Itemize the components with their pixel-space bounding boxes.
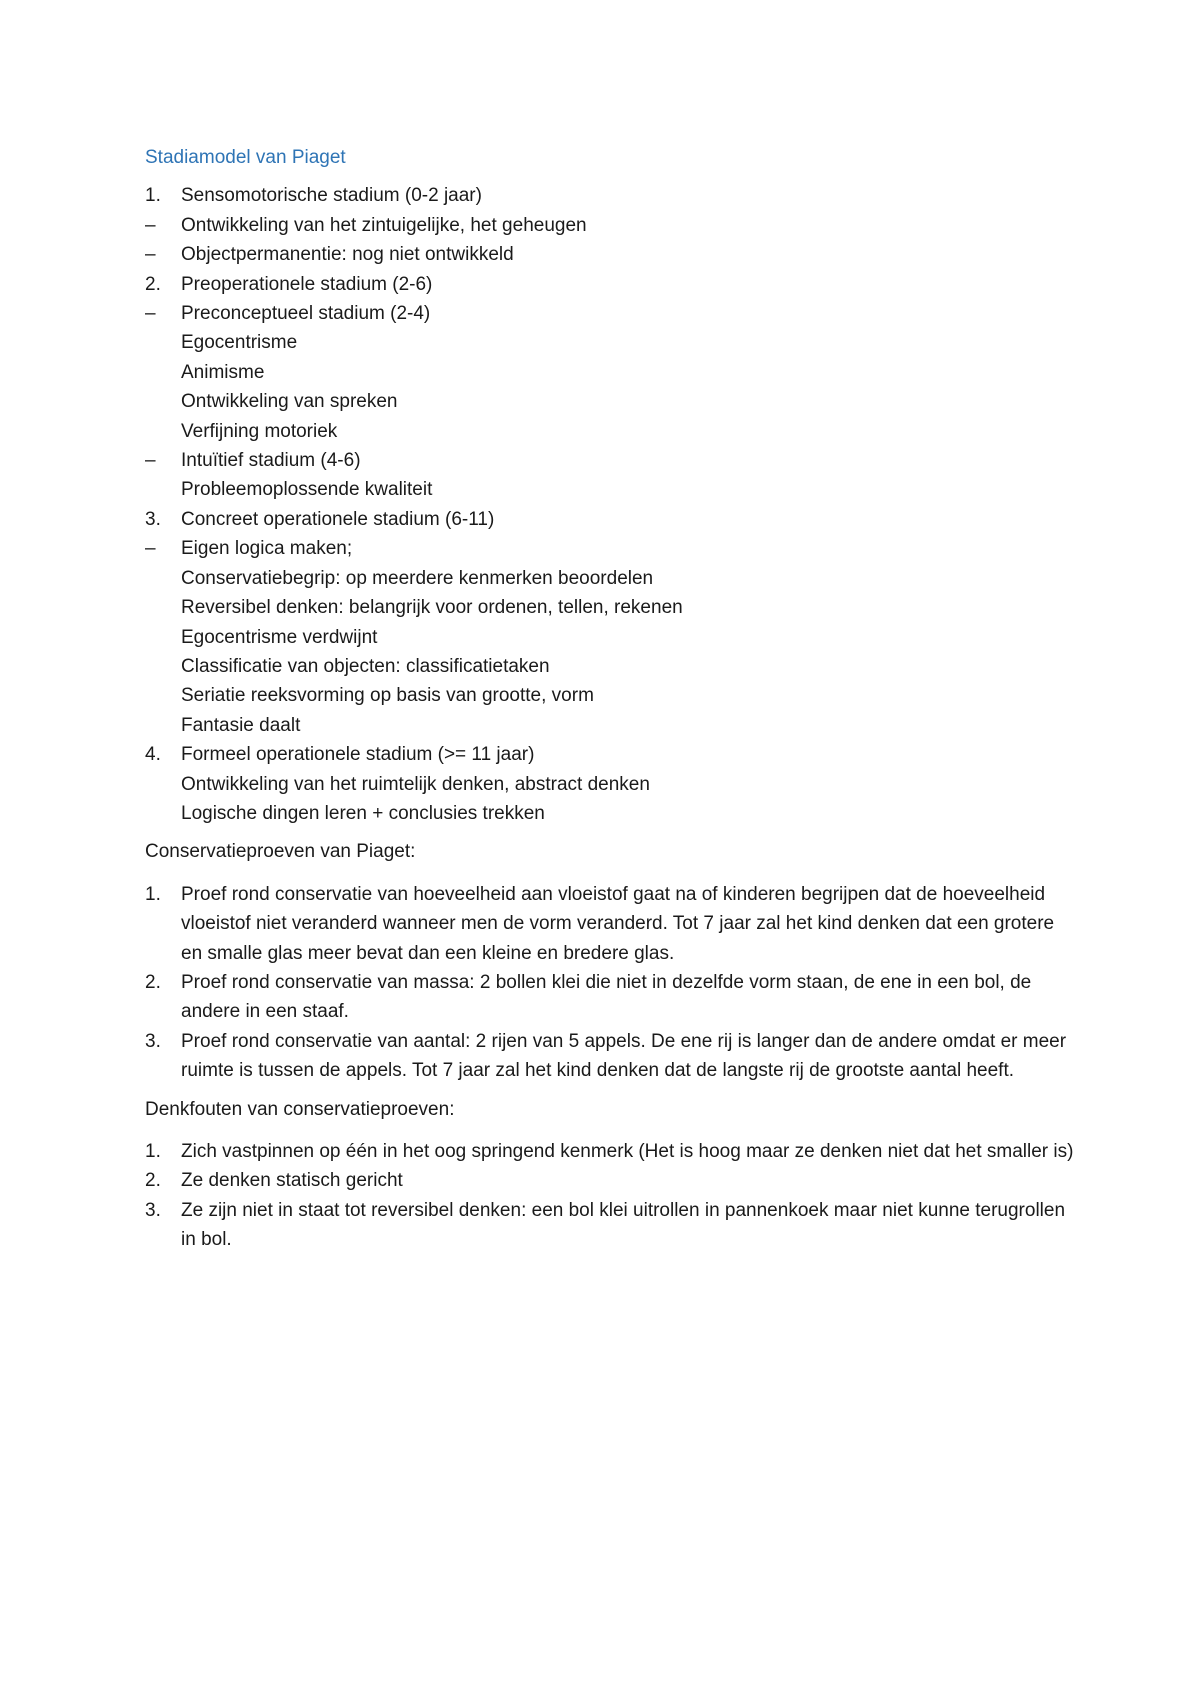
list-marker: 1. bbox=[145, 185, 161, 207]
list-item bbox=[145, 770, 1075, 799]
list-item bbox=[145, 968, 1075, 1027]
list-marker: – bbox=[145, 450, 156, 472]
list-item-text: Fantasie daalt bbox=[181, 714, 301, 736]
list-item-text: Proef rond conservatie van aantal: 2 rijen van 5 appels. De ene rij is langer dan de andere omdat er meer ruimte is tussen de appels. Tot 7 jaar zal het kind denken dat de langste rij de grootste aantal heeft. bbox=[181, 1030, 1067, 1082]
document-content bbox=[145, 143, 1075, 1264]
list-item-text: Probleemoplossende kwaliteit bbox=[181, 479, 433, 501]
list-item-text: Ze denken statisch gericht bbox=[181, 1170, 403, 1192]
list-item bbox=[145, 387, 1075, 416]
list-item-text: Sensomotorische stadium (0-2 jaar) bbox=[181, 185, 482, 207]
list-item-text: Reversibel denken: belangrijk voor ordenen, tellen, rekenen bbox=[181, 597, 683, 619]
list-item bbox=[145, 652, 1075, 681]
list-marker: 2. bbox=[145, 273, 161, 295]
list-item bbox=[145, 1166, 1075, 1195]
list-item-text: Ontwikkeling van het ruimtelijk denken, abstract denken bbox=[181, 773, 650, 795]
list-item-text: Preconceptueel stadium (2-4) bbox=[181, 303, 431, 325]
list-item bbox=[145, 211, 1075, 240]
list-marker: 3. bbox=[145, 1030, 161, 1052]
section-stadiamodel bbox=[145, 143, 1075, 828]
list-item bbox=[145, 1027, 1075, 1086]
list-item-text: Zich vastpinnen op één in het oog springend kenmerk (Het is hoog maar ze denken niet dat het smaller is) bbox=[181, 1141, 1074, 1162]
conservatieproeven-list bbox=[145, 880, 1075, 1086]
stadiamodel-list bbox=[145, 181, 1075, 828]
list-item bbox=[145, 299, 1075, 328]
list-item-text: Formeel operationele stadium (>= 11 jaar) bbox=[181, 744, 535, 766]
list-item bbox=[145, 475, 1075, 504]
list-marker: 4. bbox=[145, 744, 161, 766]
list-item-text: Proef rond conservatie van massa: 2 bollen klei die niet in dezelfde vorm staan, de ene in een bol, de andere in een staaf. bbox=[181, 971, 1032, 1023]
denkfouten-list bbox=[145, 1137, 1075, 1255]
list-marker: – bbox=[145, 244, 156, 266]
list-item bbox=[145, 1137, 1075, 1166]
list-item-text: Objectpermanentie: nog niet ontwikkeld bbox=[181, 244, 514, 266]
list-item bbox=[145, 358, 1075, 387]
list-item-text: Concreet operationele stadium (6-11) bbox=[181, 508, 495, 530]
list-item bbox=[145, 417, 1075, 446]
list-item-text: Ze zijn niet in staat tot reversibel denken: een bol klei uitrollen in pannenkoek maar niet kunne terugrollen in bol. bbox=[181, 1199, 1066, 1251]
list-item bbox=[145, 1196, 1075, 1255]
list-item-text: Verfijning motoriek bbox=[181, 420, 338, 442]
list-item-text: Animisme bbox=[181, 361, 265, 383]
list-marker: 2. bbox=[145, 971, 161, 993]
list-marker: 2. bbox=[145, 1170, 161, 1192]
list-marker: 1. bbox=[145, 883, 161, 905]
list-item-text: Egocentrisme bbox=[181, 332, 298, 354]
list-item-text: Eigen logica maken; bbox=[181, 538, 353, 560]
list-item bbox=[145, 799, 1075, 828]
list-item-text: Ontwikkeling van het zintuigelijke, het geheugen bbox=[181, 214, 587, 236]
list-item-text: Logische dingen leren + conclusies trekken bbox=[181, 802, 545, 824]
list-item bbox=[145, 270, 1075, 299]
section-title-conservatieproeven: Conservatieproeven van Piaget: bbox=[145, 841, 416, 863]
list-item-text: Classificatie van objecten: classificatietaken bbox=[181, 655, 550, 677]
list-item bbox=[145, 623, 1075, 652]
list-item bbox=[145, 880, 1075, 968]
list-item bbox=[145, 446, 1075, 475]
list-item bbox=[145, 181, 1075, 210]
list-item bbox=[145, 534, 1075, 563]
list-item bbox=[145, 711, 1075, 740]
list-item-text: Ontwikkeling van spreken bbox=[181, 391, 398, 413]
list-marker: 3. bbox=[145, 508, 161, 530]
section-title-denkfouten: Denkfouten van conservatieproeven: bbox=[145, 1098, 455, 1120]
list-marker: – bbox=[145, 538, 156, 560]
list-item-text: Conservatiebegrip: op meerdere kenmerken beoordelen bbox=[181, 567, 654, 589]
list-item bbox=[145, 681, 1075, 710]
list-marker: 3. bbox=[145, 1199, 161, 1221]
list-item-text: Seriatie reeksvorming op basis van grootte, vorm bbox=[181, 685, 594, 707]
list-marker: 1. bbox=[145, 1141, 161, 1162]
section-denkfouten bbox=[145, 1095, 1075, 1255]
list-item bbox=[145, 505, 1075, 534]
list-item-text: Egocentrisme verdwijnt bbox=[181, 626, 378, 648]
list-item-text: Preoperationele stadium (2-6) bbox=[181, 273, 433, 295]
list-item bbox=[145, 740, 1075, 769]
section-conservatieproeven bbox=[145, 837, 1075, 1085]
list-item bbox=[145, 564, 1075, 593]
section-title-stadiamodel: Stadiamodel van Piaget bbox=[145, 147, 346, 168]
list-item-text: Intuïtief stadium (4-6) bbox=[181, 450, 361, 472]
list-item bbox=[145, 593, 1075, 622]
list-item bbox=[145, 240, 1075, 269]
list-item bbox=[145, 328, 1075, 357]
list-marker: – bbox=[145, 303, 156, 325]
list-marker: – bbox=[145, 214, 156, 236]
list-item-text: Proef rond conservatie van hoeveelheid aan vloeistof gaat na of kinderen begrijpen dat de hoeveelheid vloeistof niet veranderd wanneer men de vorm veranderd. Tot 7 jaar zal het kind denken dat een grotere en smalle glas meer bevat dan een kleine en bredere glas. bbox=[181, 883, 1055, 964]
